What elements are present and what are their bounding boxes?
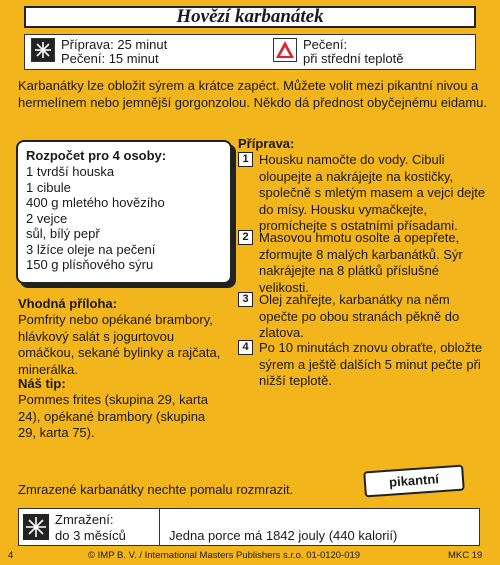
ingredient-item: 2 vejce bbox=[26, 210, 68, 226]
side-dish-title: Vhodná příloha: bbox=[18, 296, 117, 311]
spicy-tag: pikantní bbox=[363, 465, 465, 498]
time-info-box bbox=[24, 34, 476, 70]
preparation-step bbox=[238, 152, 488, 235]
ingredient-item: 3 lžíce oleje na pečení bbox=[26, 241, 156, 257]
freeze-info-box bbox=[18, 508, 480, 546]
ingredients-box bbox=[16, 140, 232, 284]
ingredient-item: 1 tvrdší houska bbox=[26, 164, 115, 179]
freeze-label: Zmražení: bbox=[55, 512, 114, 527]
cooking-temp-icon bbox=[273, 38, 297, 62]
card-code: MKC 19 bbox=[448, 550, 483, 561]
ingredient-item: 400 g mletého hovězího bbox=[26, 195, 165, 210]
copyright: © IMP B. V. / International Masters Publishers s.r.o. 01-0120-019 bbox=[88, 550, 361, 561]
freeze-value: do 3 měsíců bbox=[55, 528, 126, 543]
prep-time-icon bbox=[31, 38, 55, 62]
snowflake-icon bbox=[23, 514, 49, 540]
preparation-step bbox=[238, 230, 488, 296]
ingredient-item: 150 g plísňového sýru bbox=[26, 257, 154, 272]
prep-time-text: Příprava: 25 minut bbox=[61, 37, 168, 52]
ingredient-item: sůl, bílý pepř bbox=[26, 226, 100, 241]
preparation-title: Příprava: bbox=[238, 136, 295, 151]
energy-text: Jedna porce má 1842 jouly (440 kalorií) bbox=[169, 528, 398, 543]
ingredient-item: 1 cibule bbox=[26, 179, 71, 195]
tip-title: Náš tip: bbox=[18, 376, 66, 391]
preparation-step bbox=[238, 340, 488, 390]
step-number: 2 bbox=[238, 230, 253, 245]
intro-text: Karbanátky lze obložit sýrem a krátce zapéct. Můžete volit mezi pikantní nivou a hermelínem nebo jemnější gorgonzolou. Někdo dá přednost obyčejnému eidamu. bbox=[18, 78, 488, 110]
thaw-note: Zmrazené karbanátky nechte pomalu rozmrazit. bbox=[18, 482, 294, 497]
step-number: 1 bbox=[238, 152, 253, 167]
tip-text: Pommes frites (skupina 29, karta 24), opékané brambory (skupina 29, karta 75). bbox=[18, 392, 209, 440]
divider bbox=[159, 509, 160, 545]
side-dish-text: Pomfrity nebo opékané brambory, hlávkový salát s jogurtovou omáčkou, sekané bylinky a rajčata, minerálka. bbox=[18, 312, 221, 377]
step-number: 3 bbox=[238, 292, 253, 307]
preparation-step bbox=[238, 292, 488, 342]
cooking-label: Pečení: bbox=[303, 37, 348, 52]
step-text: Masovou hmotu osolte a opepřete, zformujte 8 malých karbanátků. Sýr nakrájejte na 8 plátků příslušné velikosti. bbox=[259, 230, 463, 295]
ingredients-title: Rozpočet pro 4 osoby: bbox=[26, 148, 167, 163]
recipe-title: Hovězí karbanátek bbox=[24, 6, 476, 28]
page-number: 4 bbox=[8, 550, 14, 561]
side-dish-section bbox=[18, 296, 224, 378]
step-number: 4 bbox=[238, 340, 253, 355]
tip-section bbox=[18, 376, 224, 442]
cooking-value: při střední teplotě bbox=[303, 51, 404, 66]
bake-time-text: Pečení: 15 minut bbox=[61, 51, 159, 66]
step-text: Olej zahřejte, karbanátky na něm opečte po obou stranách pěkně do zlatova. bbox=[259, 292, 460, 340]
step-text: Po 10 minutách znovu obraťte, obložte sýrem a ještě dalších 5 minut pečte při nižší teplotě. bbox=[259, 340, 483, 388]
step-text: Housku namočte do vody. Cibuli oloupejte a nakrájejte na kostičky, společně s mletým masem a vejci dejte do mísy. Housku vymačkejte, promíchejte s ostatními přísadami. bbox=[259, 152, 486, 233]
